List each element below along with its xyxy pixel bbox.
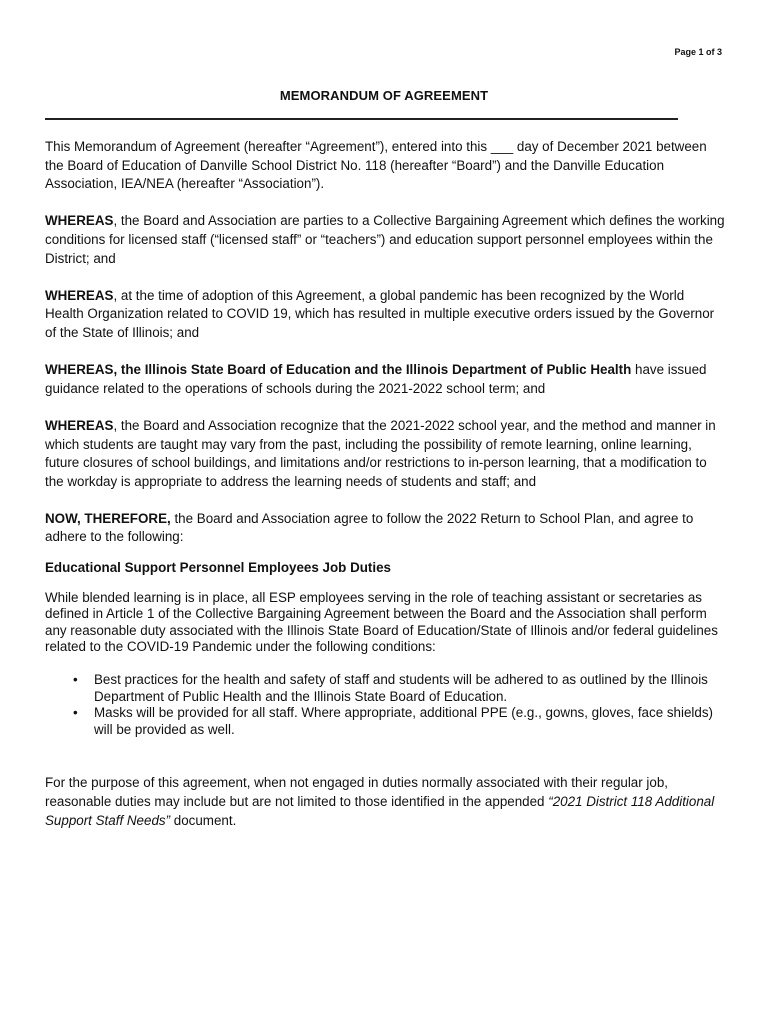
- whereas-paragraph-1: [45, 212, 725, 268]
- intro-paragraph: [45, 138, 725, 194]
- title-divider: [45, 118, 678, 120]
- intro-text: This Memorandum of Agreement (hereafter “Agreement”), entered into this ___ day of December 2021 between the Board of Education of Danville School District No. 118 (hereafter “Board”) and the Danville Education Association, IEA/NEA (hereafter “Association”).: [45, 139, 707, 192]
- list-item-text: Best practices for the health and safety of staff and students will be adhered to as outlined by the Illinois Department of Public Health and the Illinois State Board of Education.: [94, 672, 708, 704]
- now-therefore-lead: NOW, THEREFORE,: [45, 510, 171, 526]
- document-body: [45, 138, 725, 849]
- bullet-icon: •: [73, 672, 78, 688]
- whereas-lead: WHEREAS: [45, 213, 114, 229]
- conditions-list: [45, 672, 725, 738]
- whereas-lead: WHEREAS: [45, 362, 114, 378]
- appended-document-title: “2021 District 118 Additional Support Staff Needs”: [45, 794, 715, 828]
- whereas-lead: WHEREAS: [45, 417, 114, 433]
- whereas-paragraph-2: [45, 287, 725, 343]
- section-heading: Educational Support Personnel Employees Job Duties: [45, 560, 391, 576]
- closing-tail: document.: [170, 812, 237, 828]
- whereas-text: , the Board and Association are parties to a Collective Bargaining Agreement which defines the working conditions for licensed staff (“licensed staff” or “teachers”) and education support personnel employees within the District; and: [45, 213, 725, 266]
- bullet-icon: •: [73, 705, 78, 721]
- list-item-text: Masks will be provided for all staff. Where appropriate, additional PPE (e.g., gowns, gloves, face shields) will be provided as well.: [94, 705, 714, 737]
- whereas-text: have issued guidance related to the operations of schools during the 2021-2022 school term; and: [45, 362, 707, 396]
- whereas-text: , the Board and Association recognize that the 2021-2022 school year, and the method and manner in which students are taught may vary from the past, including the possibility of remote learning, online learning, future closures of school buildings, and limitations and/or restrictions to in-person learning, that a modification to the workday is appropriate to address the learning needs of students and staff; and: [45, 417, 716, 489]
- now-therefore-paragraph: [45, 510, 725, 547]
- whereas-text: , at the time of adoption of this Agreement, a global pandemic has been recognized by the World Health Organization related to COVID 19, which has resulted in multiple executive orders issued by the Governor of the State of Illinois; and: [45, 287, 715, 340]
- now-therefore-text: the Board and Association agree to follow the 2022 Return to School Plan, and agree to adhere to the following:: [45, 510, 694, 545]
- whereas-lead: WHEREAS: [45, 287, 114, 303]
- closing-paragraph: [45, 774, 725, 830]
- list-item: [45, 705, 725, 738]
- page-number: Page 1 of 3: [674, 47, 722, 57]
- section-paragraph: While blended learning is in place, all ESP employees serving in the role of teaching assistant or secretaries as defined in Article 1 of the Collective Bargaining Agreement between the Board and the Association shall perform any reasonable duty associated with the Illinois State Board of Education/State of Illinois and/or federal guidelines related to the COVID-19 Pandemic under the following conditions:: [45, 589, 718, 655]
- whereas-paragraph-4: [45, 417, 725, 491]
- closing-text: For the purpose of this agreement, when not engaged in duties normally associated with their regular job, reasonable duties may include but are not limited to those identified in the appended: [45, 775, 669, 809]
- list-item: [45, 672, 725, 705]
- document-title: MEMORANDUM OF AGREEMENT: [279, 88, 489, 103]
- whereas-bold-text: , the Illinois State Board of Education and the Illinois Department of Public Health: [113, 362, 632, 378]
- whereas-paragraph-3: [45, 361, 725, 398]
